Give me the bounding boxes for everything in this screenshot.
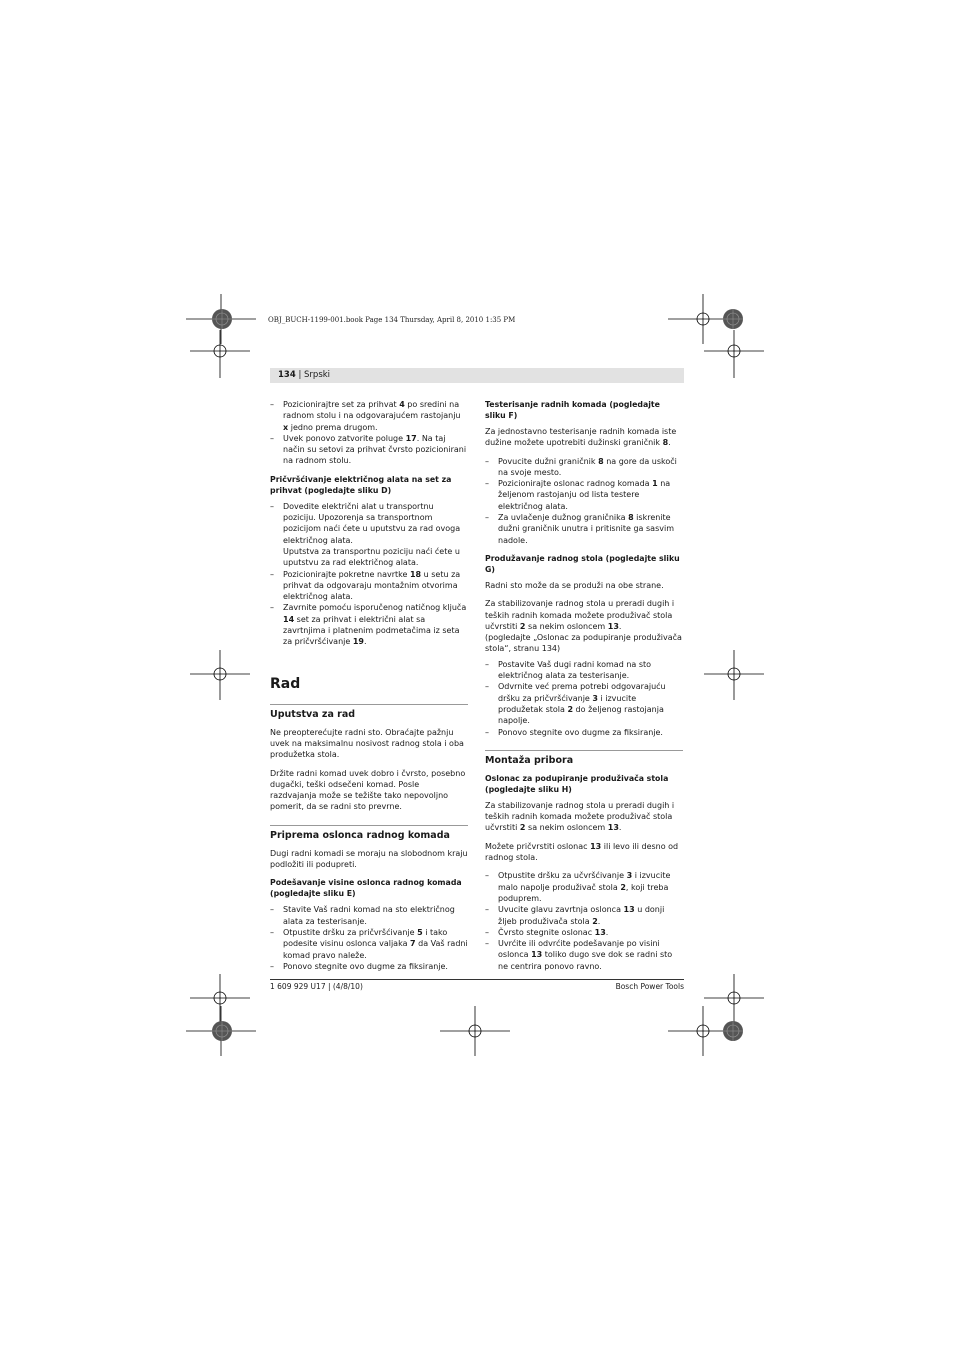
list-item-note: Uputstva za transportnu poziciju naći ćete u uputstvu za rad električnog alata. [283,546,460,568]
support-paragraph: Dugi radni komadi se moraju na slobodnom kraju podložiti ili podupreti. [270,848,468,870]
color-target-icon [722,1020,744,1042]
ref-number: 14 [283,614,295,624]
extend-paragraph-2-text [485,599,674,631]
ref-number: 2 [519,621,526,631]
text-run: , koji treba poduprem. [498,882,669,903]
text-run: jedno prema drugom. [288,422,378,432]
text-run: . [605,927,609,937]
ref-number: 19 [352,637,364,647]
chapter-title: Rad [270,675,301,692]
instructions-paragraph-1: Ne preopterećujte radni sto. Obraćajte pažnju uvek na maksimalnu nosivost radnog stola i oba produžetka stola. [270,727,464,760]
prop-heading: Oslonac za podupiranje produživača stola (pogledajte sliku H) [485,773,669,794]
sawing-paragraph [485,426,683,449]
text-run: do željenog rastojanja napolje. [498,704,664,726]
text-run: Zavrnite pomoću isporučenog natičnog ključa [283,603,467,613]
ref-number: 2 [567,704,574,714]
instructions-heading: Uputstva za rad [270,704,468,721]
text-run: Dovedite električni alat u transportnu poziciju. Upozorenja sa transportnom pozicijom naći ćete u uputstvu za rad ovoga električnog alata. [283,501,461,545]
mount-list [270,501,468,648]
color-target-icon [722,308,744,330]
text-run: Možete pričvrstiti oslonac [485,841,591,851]
support-heading: Priprema oslonca radnog komada [270,825,468,842]
text-run: Pozicionirajtre set za prihvat [283,400,400,409]
accessory-heading: Montaža pribora [485,750,683,767]
mount-heading: Pričvršćivanje električnog alata na set za prihvat (pogledajte sliku D) [270,474,452,495]
right-column [485,399,683,979]
list-item [270,602,468,647]
header-separator: | [295,370,305,380]
list-item [485,727,683,738]
ref-number: 7 [410,939,416,949]
color-target-icon [211,308,233,330]
instructions-paragraph-2: Držite radni komad uvek dobro i čvrsto, posebno dugački, teški odsečeni komad. Posle razdvajanja može se težište tako nepovoljno pomerit, da se radni sto prevrne. [270,768,466,812]
registration-crosshair-icon [190,650,250,700]
text-run: Za stabilizovanje radnog stola u preradi dugih i teških radnih komada možete produživač stola učvrstiti [485,800,675,833]
list-item [485,681,683,726]
sawing-list [485,456,683,546]
list-item [485,927,683,938]
list-item [485,512,683,546]
text-run: . [668,438,671,448]
height-heading: Podešavanje visine oslonca radnog komada (pogledajte sliku E) [270,878,462,899]
footer-right: Bosch Power Tools [615,982,684,991]
prop-paragraph-2 [485,841,683,864]
registration-crosshair-icon [440,1006,510,1056]
text-run: Otpustite dršku za učvršćivanje [498,871,627,881]
list-item [270,904,468,927]
registration-crosshair-icon [704,650,764,700]
ref-number: 13 [623,905,635,915]
intro-list [270,399,468,467]
text-run: Odvrnite već prema potrebi odgovarajuću dršku za pričvršćivanje [498,682,666,703]
ref-number: 4 [399,400,405,409]
print-info: OBJ_BUCH-1199-001.book Page 134 Thursday, April 8, 2010 1:35 PM [268,316,516,324]
ref-number: 18 [409,569,422,579]
extend-reference: (pogledajte „Oslonac za podupiranje produživača stola“, stranu 134) [485,633,682,654]
text-run: Otpustite dršku za pričvršćivanje [283,927,418,937]
ref-number: 13 [531,950,543,960]
extend-paragraph-1: Radni sto može da se produži na obe strane. [485,580,664,590]
text-run: Za stabilizovanje radnog stola u preradi dugih i teških radnih komada možete produživač stola učvrstiti [485,599,675,631]
list-item [270,433,468,467]
ref-number: 13 [607,823,619,833]
list-item [270,569,468,603]
text-run: Postavite Vaš dugi radni komad na sto električnog alata za testerisanje. [498,659,652,681]
registration-crosshair-icon [190,330,250,378]
text-run: na željenom rastojanju od lista testere električnog alata. [498,479,671,511]
text-run: ili levo ili desno od radnog stola. [485,841,679,863]
text-run: Stavite Vaš radni komad na sto električnog alata za testerisanje. [283,905,455,926]
prop-paragraph-1 [485,800,683,834]
text-run: da Vaš radni komad pravo naleže. [283,939,468,960]
header-text [278,370,330,381]
list-item [485,904,683,927]
text-run: u setu za prihvat da odgovaraju montažnim otvorima električnog alata. [283,569,461,602]
text-run: Ponovo stegnite ovo dugme za fiksiranje. [498,727,663,737]
registration-crosshair-icon [704,330,764,378]
ref-number: x [283,422,289,432]
text-run: u donji žljeb produživača stola [498,905,665,926]
list-item [270,501,468,569]
text-run: i tako podesite visinu oslonca valjaka [283,927,448,949]
text-run: Uvrćite ili odvrćite podešavanje po visini oslonca [498,939,660,960]
footer-left: 1 609 929 U17 | (4/8/10) [270,982,363,991]
list-item [485,938,683,972]
text-run: po sredini na radnom stolu i na odgovarajućem rastojanju [283,400,461,421]
ref-number: 3 [626,871,633,881]
text-run: toliko dugo sve dok se radni sto ne centrira ponovo ravno. [498,950,673,971]
list-item [270,399,468,433]
text-run: set za prihvat i električni alat sa zavrtnjima i platnenim podmetačima iz seta za pričvršćivanje [283,614,460,647]
ref-number: 13 [590,841,602,851]
text-run: Za jednostavno testerisanje radnih komada iste dužine možete upotrebiti dužinski graničnik [485,427,677,448]
ref-number: 8 [662,438,669,448]
text-run: i izvucite produžetak stola [498,693,637,714]
header-language: Srpski [304,370,331,380]
text-run: na gore da uskoči na svoje mesto. [498,456,677,477]
text-run: Uvucite glavu zavrtnja oslonca [498,905,624,915]
text-run: Za uvlačenje dužnog graničnika [498,513,629,523]
color-target-icon [211,1020,233,1042]
extend-list [485,659,683,738]
text-run: Povucite dužni graničnik [498,456,599,466]
footer-rule [270,979,684,980]
ref-number: 17 [405,433,417,443]
text-run: Pozicionirajte oslonac radnog komada [498,479,653,489]
list-item [270,961,468,972]
ref-number: 5 [417,927,423,937]
prop-list [485,870,683,972]
text-run: Čvrsto stegnite oslonac [498,927,595,937]
sawing-heading: Testerisanje radnih komada (pogledajte sliku F) [485,400,660,420]
extend-heading: Produžavanje radnog stola (pogledajte sliku G) [485,553,680,574]
text-run: sa nekim osloncem [525,823,608,833]
height-list [270,904,468,972]
text-run: . [597,916,601,926]
page-header [270,368,684,383]
extend-paragraph-2 [485,598,683,654]
list-item [485,456,683,479]
left-column [270,399,468,979]
list-item [485,659,683,682]
text-run: i izvucite malo napolje produživač stola [498,871,671,892]
text-run: Pozicionirajte pokretne navrtke [283,569,410,579]
text-run: Ponovo stegnite ovo dugme za fiksiranje. [283,961,448,971]
ref-number: 2 [592,916,598,926]
ref-number: 13 [607,621,619,631]
ref-number: 8 [598,456,604,466]
text-run: . [618,823,622,833]
text-run: sa nekim osloncem [525,621,608,631]
ref-number: 3 [592,693,598,703]
list-item [485,870,683,904]
text-run: Uvek ponovo zatvorite poluge [283,433,406,443]
text-run: . [618,621,622,631]
ref-number: 2 [620,882,626,892]
ref-number: 8 [628,513,634,523]
text-run: . [363,637,367,647]
text-run: . Na taj način su setovi za prihvat čvrsto pozicionirani na radnom stolu. [283,433,467,466]
ref-number: 1 [652,479,658,489]
ref-number: 2 [519,823,526,833]
registration-crosshair-icon [190,974,250,1022]
ref-number: 13 [594,927,606,937]
registration-crosshair-icon [704,974,764,1022]
list-item [270,927,468,961]
list-item [485,478,683,512]
page-number: 134 [278,370,296,380]
text-run: iskrenite dužni graničnik unutra i pritisnite ga sasvim nadole. [498,513,674,545]
